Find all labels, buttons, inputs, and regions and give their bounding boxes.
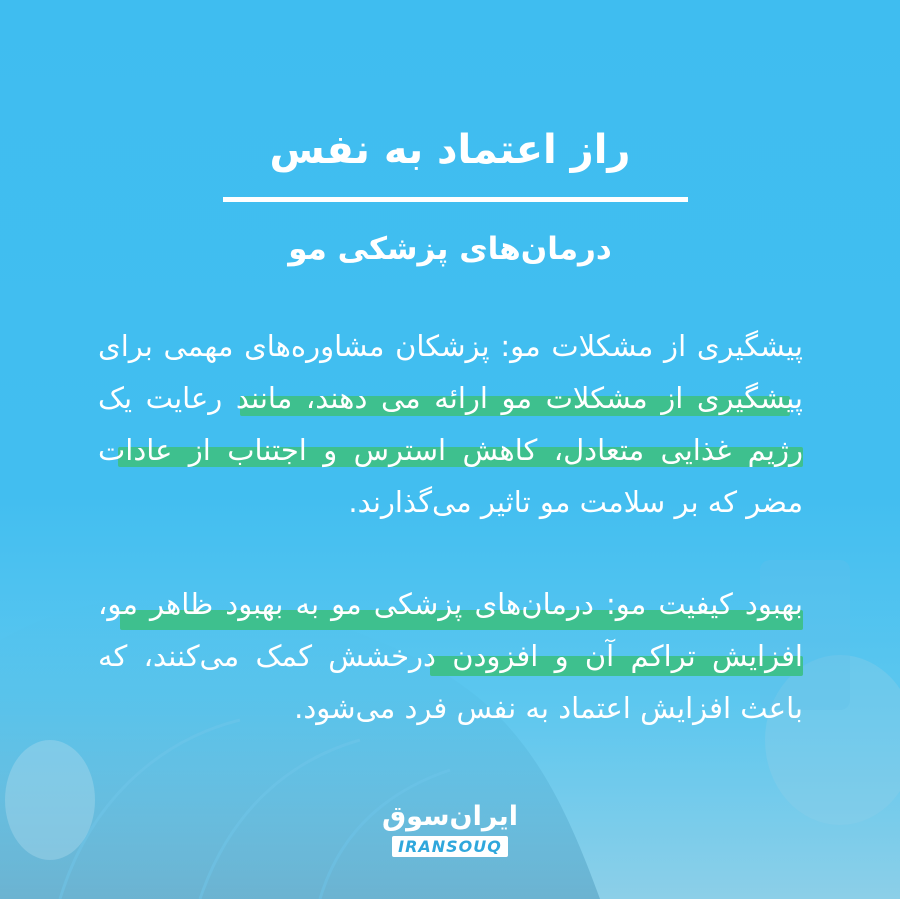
logo-text-fa: ایران‌سوق [381,801,519,832]
post-subtitle: درمان‌های پزشکی مو [288,231,612,267]
paragraph-quality: بهبود کیفیت مو: درمان‌های پزشکی مو به بهبود ظاهر مو، افزایش تراکم آن و افزودن درخشش کمک می‌کنند، که باعث افزایش اعتماد به نفس فرد می‌شود. [98,587,803,725]
paragraph-prevention: پیشگیری از مشکلات مو: پزشکان مشاوره‌های مهمی برای پیشگیری از مشکلات مو ارائه می دهند، مانند رعایت یک رژیم غذایی متعادل، کاهش استرس و اجتناب از عادات مضر که بر سلامت مو تاثیر می‌گذارند. [98,329,803,519]
post-title: راز اعتماد به نفس [269,127,631,173]
logo-text-en: IRANSOUQ [392,836,508,857]
title-divider [223,197,688,202]
brand-logo [370,798,530,868]
